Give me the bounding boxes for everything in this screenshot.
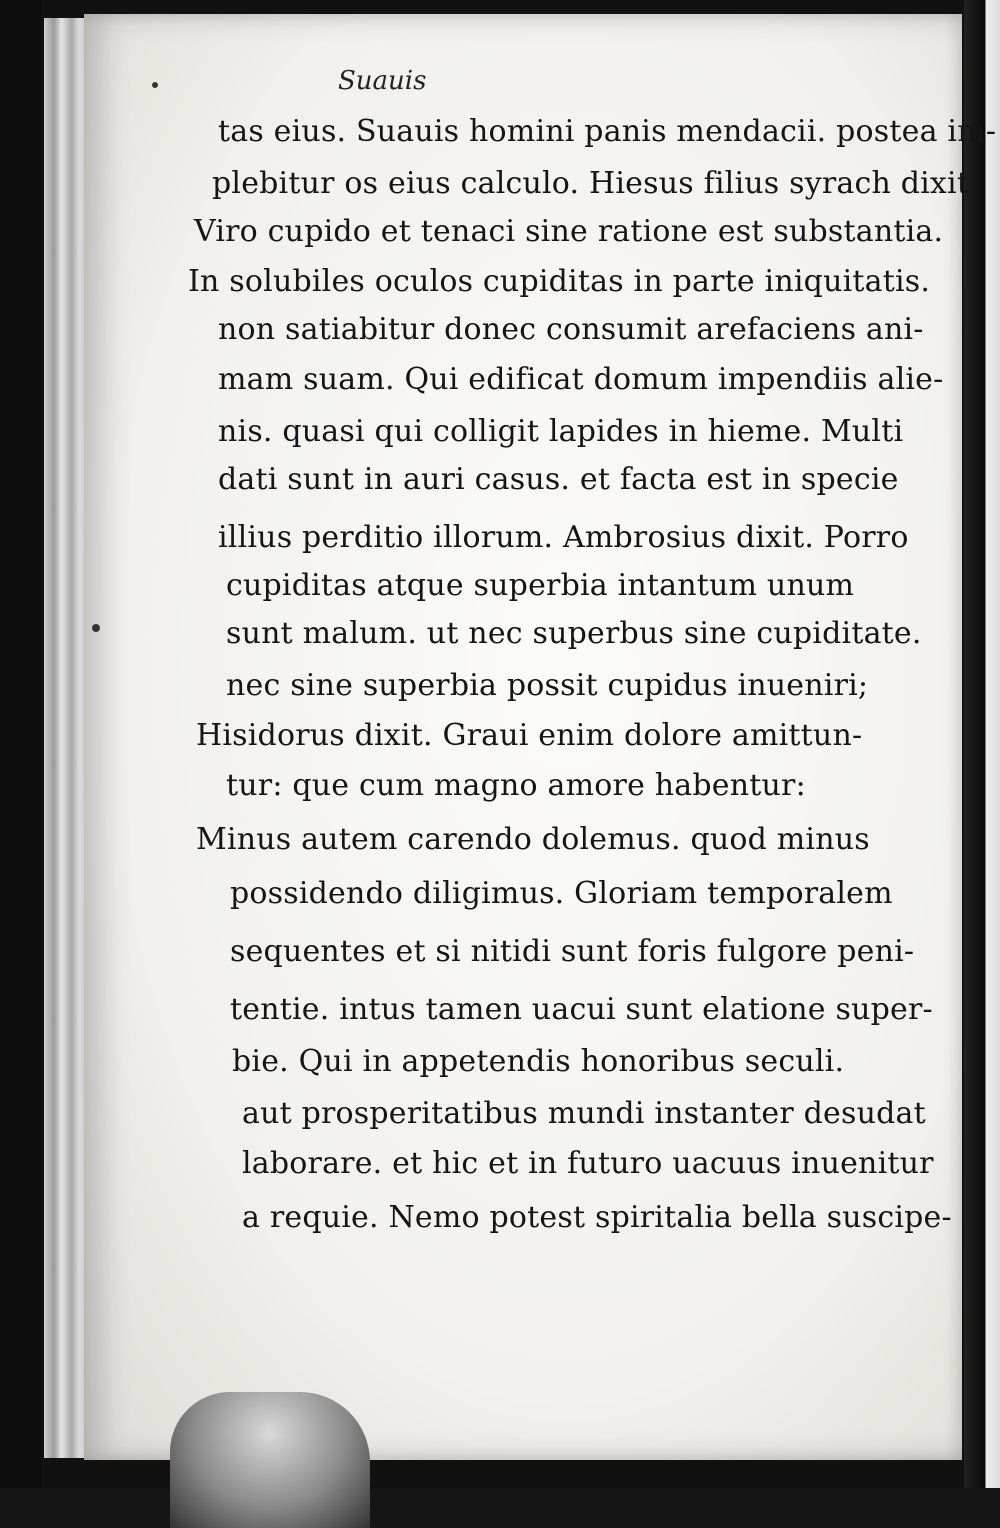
text-line: nis. quasi qui colligit lapides in hieme. Multi <box>218 414 904 449</box>
text-line: bie. Qui in appetendis honoribus seculi. <box>232 1044 845 1079</box>
text-line: sequentes et si nitidi sunt foris fulgore peni- <box>230 934 915 969</box>
text-line: illius perditio illorum. Ambrosius dixit. Porro <box>218 520 909 555</box>
text-line: tentie. intus tamen uacui sunt elatione super- <box>230 992 933 1027</box>
text-line: cupiditas atque superbia intantum unum <box>226 568 855 603</box>
text-line: plebitur os eius calculo. Hiesus filius syrach dixit. <box>212 166 979 201</box>
text-line: possidendo diligimus. Gloriam temporalem <box>230 876 893 911</box>
text-line: nec sine superbia possit cupidus inueniri; <box>226 668 869 703</box>
text-line: Viro cupido et tenaci sine ratione est substantia. <box>194 214 944 249</box>
text-line: tas eius. Suauis homini panis mendacii. postea im- <box>218 114 997 149</box>
text-line: Minus autem carendo dolemus. quod minus <box>196 822 870 857</box>
text-line: Hisidorus dixit. Graui enim dolore amittun- <box>196 718 863 753</box>
text-line: dati sunt in auri casus. et facta est in specie <box>218 462 899 497</box>
text-line: In solubiles oculos cupiditas in parte iniquitatis. <box>188 264 931 299</box>
text-line: aut prosperitatibus mundi instanter desudat <box>242 1096 926 1131</box>
interlinear-gloss: Suauis <box>338 66 427 96</box>
text-line: laborare. et hic et in futuro uacuus inuenitur <box>242 1146 934 1181</box>
text-line: a requie. Nemo potest spiritalia bella suscipe- <box>242 1200 952 1235</box>
text-line: tur: que cum magno amore habentur: <box>226 768 806 803</box>
text-line: mam suam. Qui edificat domum impendiis alie- <box>218 362 944 397</box>
text-line: sunt malum. ut nec superbus sine cupiditate. <box>226 616 922 651</box>
text-line: non satiabitur donec consumit arefaciens ani- <box>218 312 924 347</box>
